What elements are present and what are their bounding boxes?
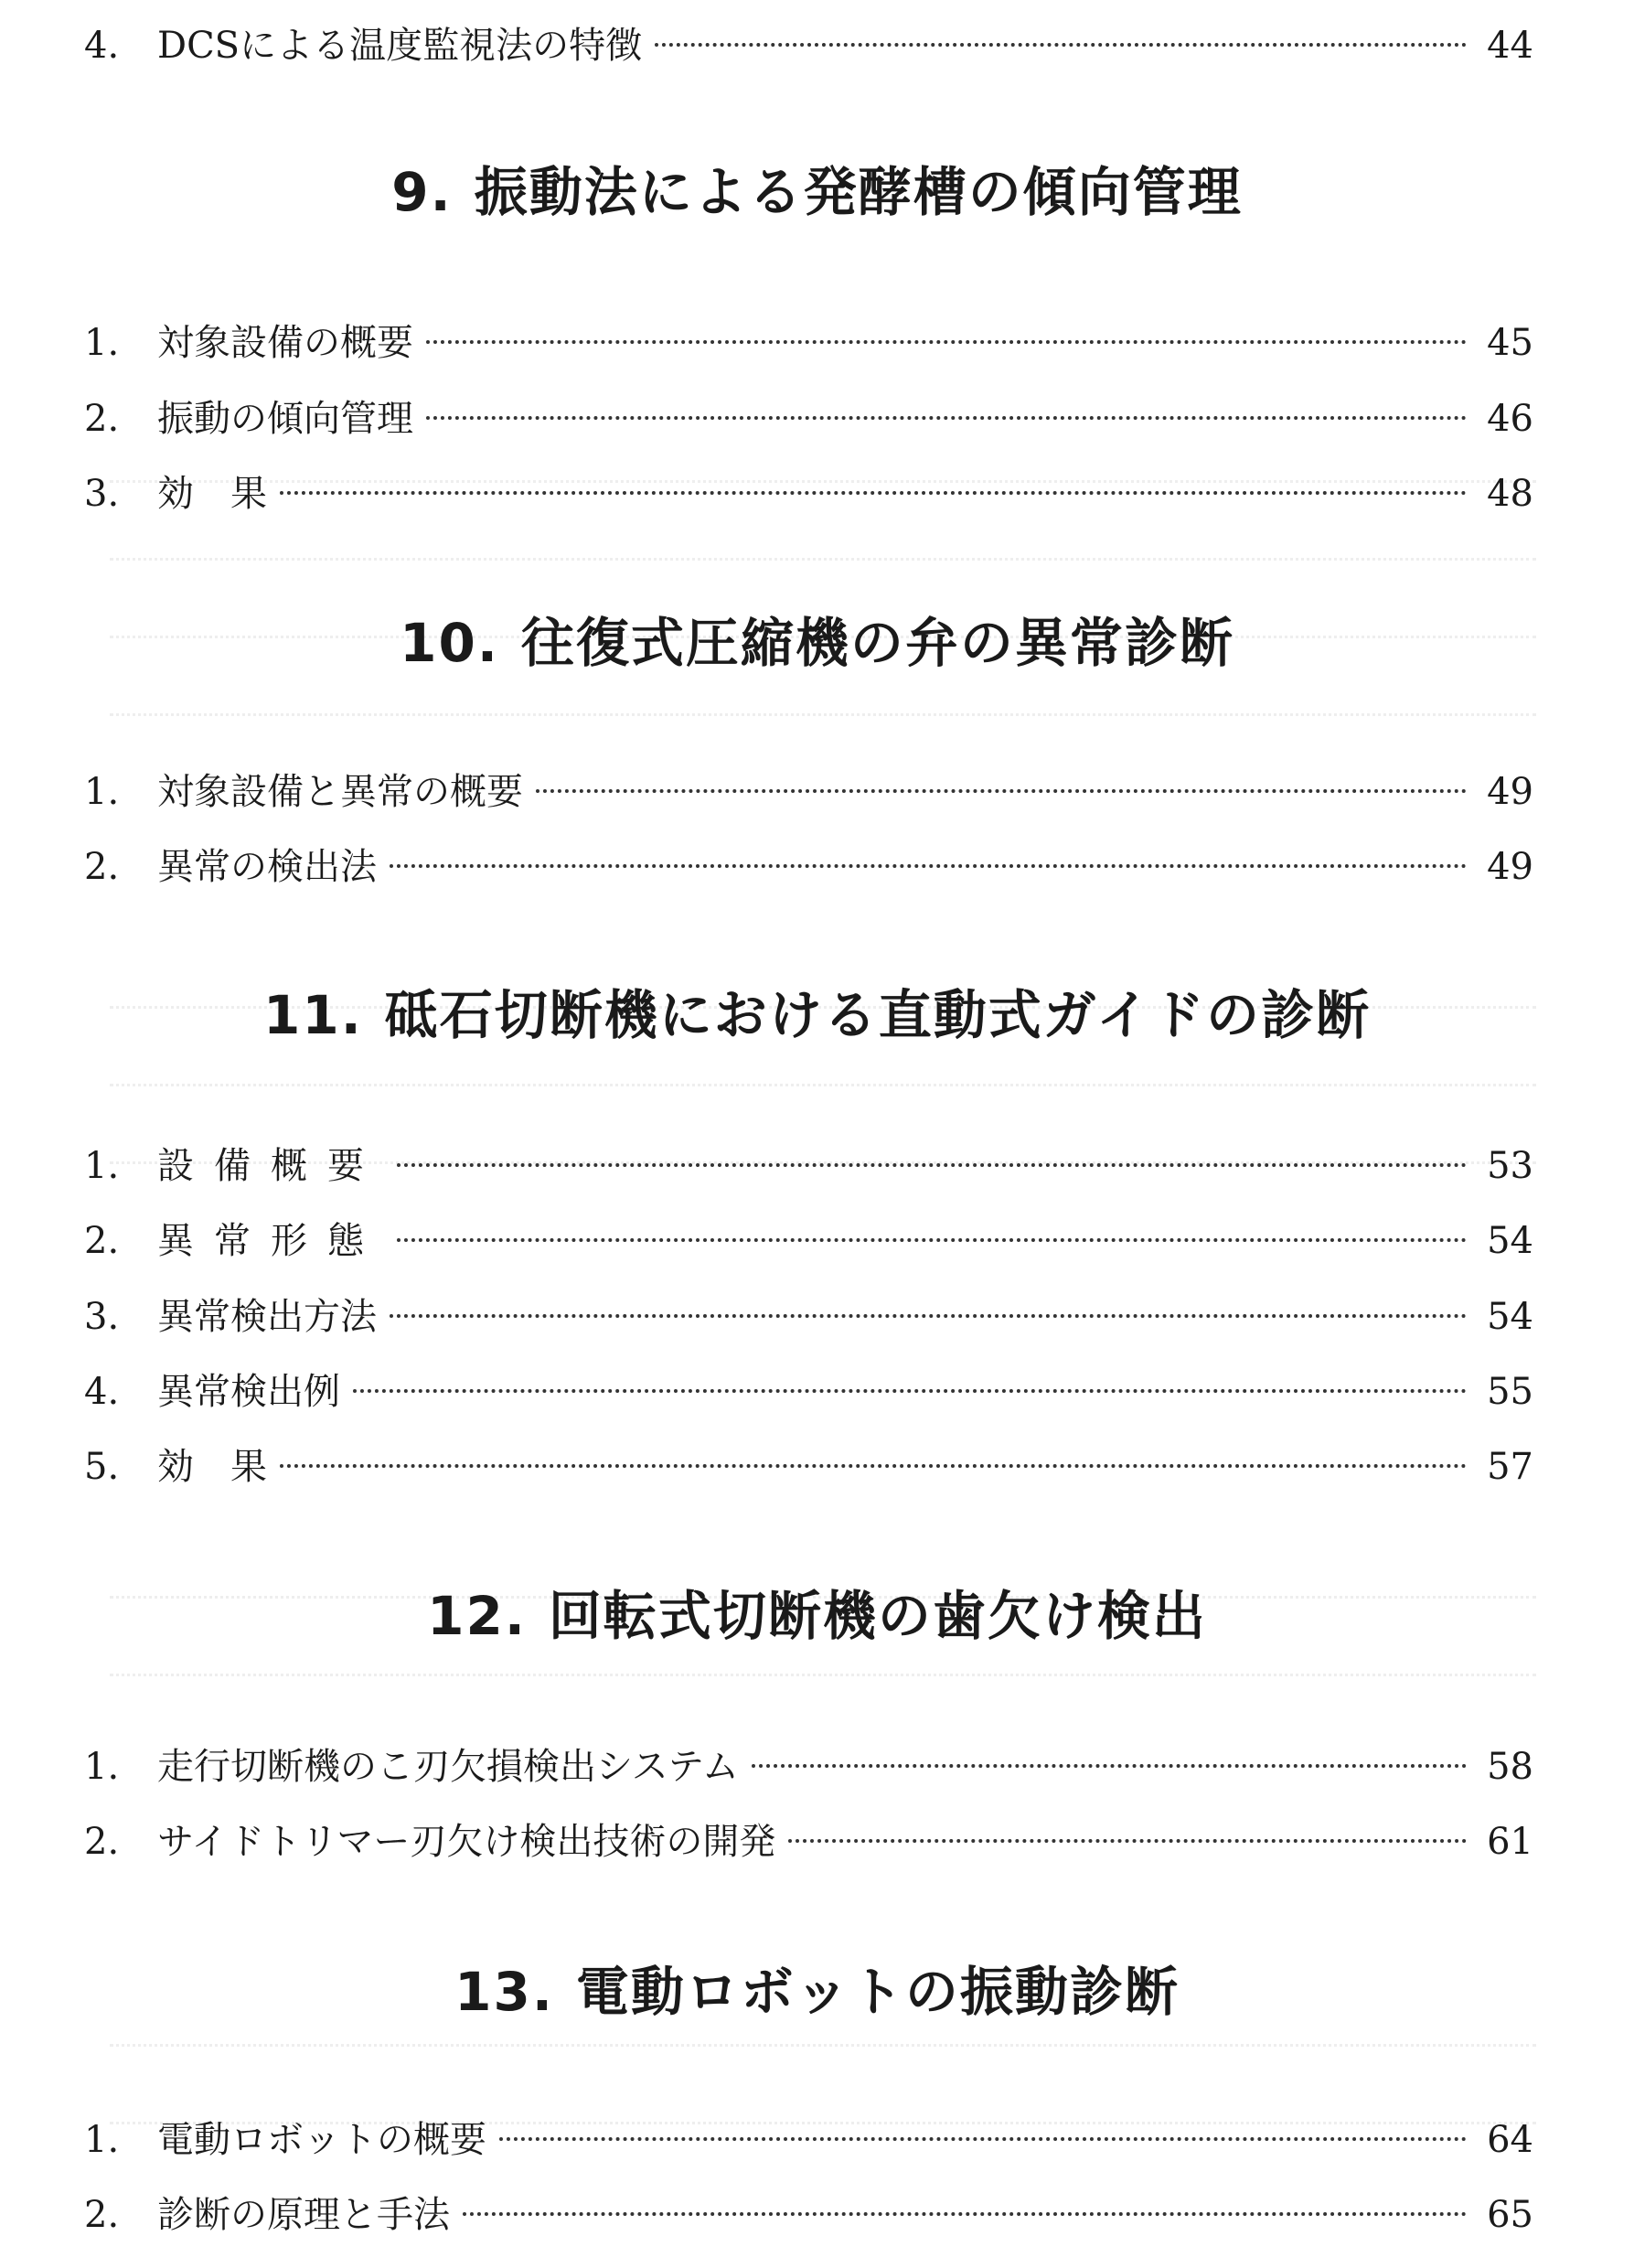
- entry-title: 効 果: [157, 1446, 267, 1488]
- entry-number: 1.: [84, 322, 120, 364]
- toc-entry[interactable]: [84, 1439, 1533, 1494]
- chapter-heading[interactable]: [0, 606, 1634, 679]
- entry-number: 1.: [84, 771, 120, 813]
- chapter-title: 振動法による発酵槽の傾向管理: [474, 161, 1243, 223]
- toc-entry[interactable]: [84, 765, 1533, 819]
- entry-title: 効 果: [157, 473, 267, 515]
- toc-entry[interactable]: [84, 2113, 1533, 2167]
- chapter-title: 回転式切断機の歯欠け検出: [548, 1585, 1207, 1647]
- entry-title: DCSによる温度監視法の特徴: [157, 25, 643, 67]
- chapter-number: 11.: [262, 984, 363, 1046]
- entry-title: 異常検出方法: [157, 1296, 377, 1338]
- entry-title: 診断の原理と手法: [157, 2194, 450, 2236]
- dot-leader: [397, 1163, 1467, 1167]
- entry-number: 2.: [84, 1821, 120, 1863]
- entry-number: 1.: [84, 1746, 120, 1788]
- chapter-title: 砥石切断機における直動式ガイドの診断: [384, 984, 1371, 1046]
- entry-number: 2.: [84, 1220, 120, 1262]
- entry-page-number: 44: [1487, 25, 1533, 67]
- entry-title: 電動ロボットの概要: [157, 2119, 486, 2161]
- entry-page-number: 46: [1487, 398, 1533, 440]
- dot-leader: [536, 789, 1467, 793]
- entry-number: 2.: [84, 846, 120, 888]
- chapter-heading[interactable]: [0, 155, 1634, 229]
- entry-number: 5.: [84, 1446, 120, 1488]
- toc-entry[interactable]: [84, 1289, 1533, 1344]
- entry-title: 振動の傾向管理: [157, 398, 413, 440]
- dot-leader: [426, 416, 1467, 420]
- dot-leader: [426, 340, 1467, 344]
- dot-leader: [390, 864, 1467, 868]
- dot-leader: [655, 43, 1467, 47]
- entry-title: 設備概要: [157, 1145, 384, 1187]
- entry-number: 3.: [84, 473, 120, 515]
- toc-entry[interactable]: [84, 18, 1533, 73]
- toc-entry[interactable]: [84, 840, 1533, 894]
- toc-entry[interactable]: [84, 2188, 1533, 2242]
- toc-entry[interactable]: [84, 1364, 1533, 1419]
- entry-title: 走行切断機のこ刃欠損検出システム: [157, 1746, 739, 1788]
- dot-leader: [353, 1389, 1467, 1393]
- toc-entry[interactable]: [84, 1814, 1533, 1869]
- dot-leader: [280, 1464, 1467, 1468]
- entry-number: 3.: [84, 1296, 120, 1338]
- dot-leader: [390, 1314, 1467, 1318]
- entry-title: 異常の検出法: [157, 846, 377, 888]
- entry-title: 異常検出例: [157, 1371, 340, 1413]
- entry-page-number: 53: [1487, 1145, 1533, 1187]
- toc-entry[interactable]: [84, 1214, 1533, 1268]
- entry-title: サイドトリマー刃欠け検出技術の開発: [157, 1821, 776, 1863]
- chapter-number: 9.: [391, 161, 453, 223]
- dot-leader: [499, 2137, 1467, 2141]
- dot-leader: [463, 2212, 1467, 2216]
- toc-entry[interactable]: [84, 1139, 1533, 1193]
- entry-title: 異常形態: [157, 1220, 384, 1262]
- entry-page-number: 54: [1487, 1220, 1533, 1262]
- entry-title: 対象設備の概要: [157, 322, 413, 364]
- entry-page-number: 54: [1487, 1296, 1533, 1338]
- entry-page-number: 48: [1487, 473, 1533, 515]
- entry-page-number: 49: [1487, 771, 1533, 813]
- toc-entry[interactable]: [84, 316, 1533, 370]
- chapter-heading[interactable]: [0, 979, 1634, 1052]
- chapter-number: 12.: [427, 1585, 527, 1647]
- dot-leader: [397, 1238, 1467, 1242]
- chapter-number: 13.: [454, 1961, 554, 2023]
- chapter-heading[interactable]: [0, 1955, 1634, 2028]
- toc-entry[interactable]: [84, 466, 1533, 521]
- dot-leader: [752, 1764, 1467, 1768]
- dot-leader: [280, 491, 1467, 495]
- entry-number: 1.: [84, 1145, 120, 1187]
- dot-leader: [788, 1839, 1467, 1843]
- chapter-title: 電動ロボットの振動診断: [575, 1961, 1180, 2023]
- chapter-title: 往復式圧縮機の弁の異常診断: [520, 612, 1234, 674]
- chapter-heading[interactable]: [0, 1579, 1634, 1653]
- entry-page-number: 49: [1487, 846, 1533, 888]
- entry-number: 4.: [84, 1371, 120, 1413]
- entry-number: 2.: [84, 398, 120, 440]
- entry-page-number: 61: [1487, 1821, 1533, 1863]
- entry-page-number: 64: [1487, 2119, 1533, 2161]
- entry-page-number: 55: [1487, 1371, 1533, 1413]
- entry-number: 1.: [84, 2119, 120, 2161]
- entry-page-number: 45: [1487, 322, 1533, 364]
- chapter-number: 10.: [400, 612, 499, 674]
- entry-number: 2.: [84, 2194, 120, 2236]
- entry-title: 対象設備と異常の概要: [157, 771, 523, 813]
- entry-page-number: 65: [1487, 2194, 1533, 2236]
- toc-entry[interactable]: [84, 391, 1533, 446]
- entry-number: 4.: [84, 25, 120, 67]
- toc-entry[interactable]: [84, 1739, 1533, 1794]
- entry-page-number: 58: [1487, 1746, 1533, 1788]
- entry-page-number: 57: [1487, 1446, 1533, 1488]
